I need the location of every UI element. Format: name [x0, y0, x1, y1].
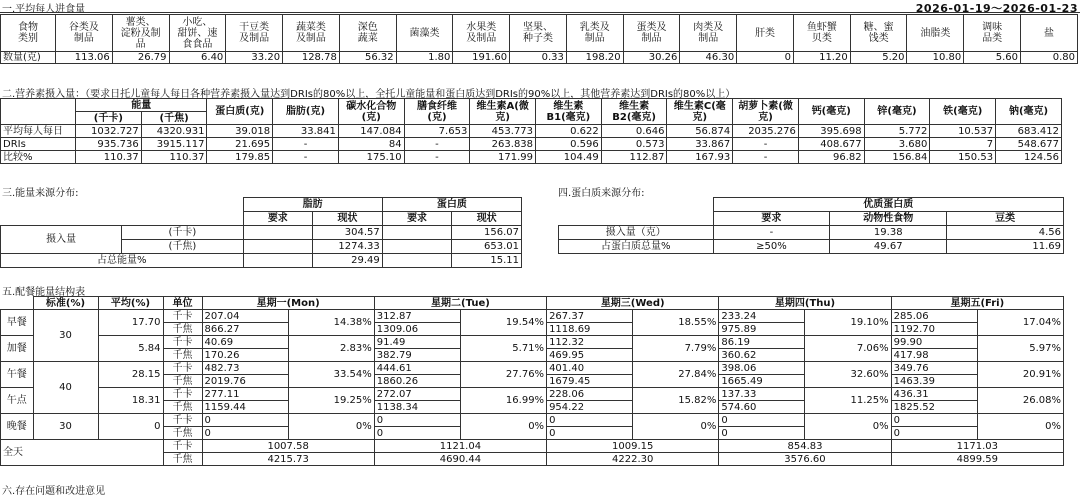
food-col-value: 0 — [737, 52, 794, 64]
meal-kcal: 207.04 — [202, 310, 288, 323]
nutrient-cell: 3915.117 — [141, 138, 207, 151]
nutrient-cell: 167.93 — [667, 151, 733, 164]
protein-pct-value: 15.11 — [452, 254, 522, 268]
meal-kj: 382.79 — [374, 349, 460, 362]
section4-title: 四.蛋白质来源分布: — [558, 188, 645, 199]
protein-kcal-value: 156.07 — [452, 226, 522, 240]
food-col-value: 56.32 — [339, 52, 396, 64]
meal-kcal: 0 — [547, 414, 633, 427]
meal-name: 晚餐 — [1, 414, 34, 440]
nutrient-cell: 179.85 — [207, 151, 273, 164]
nutrient-header: 钙(毫克) — [798, 99, 864, 125]
meal-kcal: 228.06 — [547, 388, 633, 401]
protein-req-kj — [382, 240, 452, 254]
meal-kcal: 112.32 — [547, 336, 633, 349]
intake-label: 摄入量 — [1, 226, 122, 254]
meal-pct: 7.79% — [633, 336, 719, 362]
section5-title: 五.配餐能量结构表 — [2, 287, 86, 298]
meal-name: 午点 — [1, 388, 34, 414]
meal-kcal: 86.19 — [719, 336, 805, 349]
meal-pct: 0% — [977, 414, 1063, 440]
meal-kj: 360.62 — [719, 349, 805, 362]
protein-ratio-req: ≥50% — [713, 240, 830, 254]
day-header: 星期三(Wed) — [547, 297, 719, 310]
meal-name: 早餐 — [1, 310, 34, 336]
animal-food-header: 动物性食物 — [830, 212, 947, 226]
unit-kcal: 千卡 — [163, 310, 202, 323]
meal-kj: 1192.70 — [891, 323, 977, 336]
nutrient-cell: 7.653 — [404, 125, 470, 138]
unit-kcal: 千卡 — [163, 440, 202, 453]
kj-label: (千焦) — [122, 240, 243, 254]
kcal-label: (千卡) — [122, 226, 243, 240]
meal-avg: 17.70 — [98, 310, 163, 336]
meal-pct: 5.71% — [460, 336, 546, 362]
nutrient-header: 蛋白质(克) — [207, 99, 273, 125]
fat-header: 脂肪 — [243, 198, 382, 212]
nutrient-cell: 171.99 — [470, 151, 536, 164]
meal-avg: 18.31 — [98, 388, 163, 414]
meal-pct: 7.06% — [805, 336, 891, 362]
meal-kj: 2019.76 — [202, 375, 288, 388]
meal-kcal: 277.11 — [202, 388, 288, 401]
unit-kj: 千焦 — [163, 453, 202, 466]
fat-kj-value: 1274.33 — [313, 240, 383, 254]
food-col-value: 1.80 — [396, 52, 453, 64]
nutrient-header: 钠(毫克) — [996, 99, 1062, 125]
food-col-header: 蛋类及 制品 — [623, 15, 680, 52]
meal-kj: 1463.39 — [891, 375, 977, 388]
nutrient-cell: - — [733, 138, 799, 151]
food-intake-table — [0, 14, 1078, 64]
meal-pct: 14.38% — [288, 310, 374, 336]
meal-kj: 1159.44 — [202, 401, 288, 414]
protein-req-header2: 要求 — [713, 212, 830, 226]
nutrient-cell: 112.87 — [601, 151, 667, 164]
food-col-header: 油脂类 — [907, 15, 964, 52]
food-col-value: 113.06 — [56, 52, 113, 64]
meal-pct: 0% — [460, 414, 546, 440]
total-kcal: 1171.03 — [891, 440, 1063, 453]
day-header: 星期一(Mon) — [202, 297, 374, 310]
meal-pct: 27.76% — [460, 362, 546, 388]
nutrient-cell: 104.49 — [536, 151, 602, 164]
nutrient-cell: 0.622 — [536, 125, 602, 138]
food-col-value: 10.80 — [907, 52, 964, 64]
protein-intake-label: 摄入量（克） — [559, 226, 714, 240]
protein-req-header: 要求 — [382, 212, 452, 226]
meal-pct: 0% — [633, 414, 719, 440]
meal-pct: 32.60% — [805, 362, 891, 388]
total-kj: 4690.44 — [374, 453, 546, 466]
meal-kcal: 401.40 — [547, 362, 633, 375]
meal-kcal: 0 — [202, 414, 288, 427]
meal-pct: 0% — [288, 414, 374, 440]
meal-kcal: 99.90 — [891, 336, 977, 349]
energy-source-table — [0, 197, 522, 268]
meal-kj: 0 — [202, 427, 288, 440]
nutrient-cell: 408.677 — [798, 138, 864, 151]
energy-ratio-label: 占总能量% — [1, 254, 244, 268]
food-col-header: 深色 蔬菜 — [339, 15, 396, 52]
section1-title: 一.平均每人进食量 — [2, 4, 86, 15]
nutrient-cell: 2035.276 — [733, 125, 799, 138]
nutrient-cell: 84 — [338, 138, 404, 151]
meal-kcal: 0 — [891, 414, 977, 427]
meal-kj: 1309.06 — [374, 323, 460, 336]
nutrient-cell: 395.698 — [798, 125, 864, 138]
meal-kcal: 0 — [374, 414, 460, 427]
unit-kj: 千焦 — [163, 323, 202, 336]
meal-corner — [1, 297, 34, 310]
unit-kj: 千焦 — [163, 427, 202, 440]
meal-kj: 1118.69 — [547, 323, 633, 336]
nutrient-cell: 96.82 — [798, 151, 864, 164]
meal-kcal: 267.37 — [547, 310, 633, 323]
section6-title: 六.存在问题和改进意见 — [2, 486, 106, 497]
quality-protein-header: 优质蛋白质 — [713, 198, 1064, 212]
protein-req-pct — [382, 254, 452, 268]
nutrient-row-label: DRIs — [1, 138, 76, 151]
nutrient-cell: 263.838 — [470, 138, 536, 151]
meal-kj: 0 — [374, 427, 460, 440]
protein-header: 蛋白质 — [382, 198, 521, 212]
meal-pct: 11.25% — [805, 388, 891, 414]
total-kcal: 854.83 — [719, 440, 891, 453]
nutrient-cell: - — [273, 151, 339, 164]
protein-intake-bean: 4.56 — [947, 226, 1064, 240]
food-col-header: 坚果、 种子类 — [510, 15, 567, 52]
nutrient-cell: 110.37 — [141, 151, 207, 164]
nutrient-cell: 124.56 — [996, 151, 1062, 164]
meal-kj: 975.89 — [719, 323, 805, 336]
food-col-header: 菌藻类 — [396, 15, 453, 52]
nutrient-header: 维生素C(毫 克) — [667, 99, 733, 125]
unit-header: 单位 — [163, 297, 202, 310]
meal-kj: 1138.34 — [374, 401, 460, 414]
day-header: 星期二(Tue) — [374, 297, 546, 310]
food-col-header: 小吃、 甜饼、速 食食品 — [169, 15, 226, 52]
unit-kcal: 千卡 — [163, 414, 202, 427]
nutrient-cell: 5.772 — [864, 125, 930, 138]
protein-kj-value: 653.01 — [452, 240, 522, 254]
nutrient-cell: 548.677 — [996, 138, 1062, 151]
food-col-header: 水果类 及制品 — [453, 15, 510, 52]
meal-kcal: 137.33 — [719, 388, 805, 401]
food-col-header: 肝类 — [737, 15, 794, 52]
meal-pct: 19.10% — [805, 310, 891, 336]
meal-kj: 1679.45 — [547, 375, 633, 388]
unit-kcal: 千卡 — [163, 362, 202, 375]
nutrient-cell: 3.680 — [864, 138, 930, 151]
protein-req-kcal — [382, 226, 452, 240]
meal-kj: 1860.26 — [374, 375, 460, 388]
meal-name: 加餐 — [1, 336, 34, 362]
meal-pct: 2.83% — [288, 336, 374, 362]
meal-pct: 27.84% — [633, 362, 719, 388]
nutrient-header: 维生素A(微 克) — [470, 99, 536, 125]
food-col-header: 糖、蜜 饯类 — [850, 15, 907, 52]
day-header: 星期四(Thu) — [719, 297, 891, 310]
food-col-value: 198.20 — [566, 52, 623, 64]
meal-standard: 30 — [33, 414, 98, 440]
food-col-value: 5.20 — [850, 52, 907, 64]
date-range: 2026-01-19～2026-01-23 — [915, 2, 1078, 15]
food-col-value: 30.26 — [623, 52, 680, 64]
food-col-value: 191.60 — [453, 52, 510, 64]
meal-pct: 16.99% — [460, 388, 546, 414]
protein-intake-req: - — [713, 226, 830, 240]
total-kj: 3576.60 — [719, 453, 891, 466]
nutrient-cell: 0.573 — [601, 138, 667, 151]
nutrient-header: 维生素 B2(毫克) — [601, 99, 667, 125]
nutrient-cell: 175.10 — [338, 151, 404, 164]
food-col-header: 薯类、 淀粉及制 品 — [112, 15, 169, 52]
nutrient-header: 胡萝卜素(微 克) — [733, 99, 799, 125]
nutrient-cell: - — [733, 151, 799, 164]
protein-source-corner — [559, 198, 714, 226]
total-label: 全天 — [1, 440, 164, 466]
unit-kj: 千焦 — [163, 375, 202, 388]
nutrient-cell: 10.537 — [930, 125, 996, 138]
meal-kj: 417.98 — [891, 349, 977, 362]
food-col-value: 5.60 — [964, 52, 1021, 64]
food-col-value: 46.30 — [680, 52, 737, 64]
food-col-header: 鱼虾蟹 贝类 — [793, 15, 850, 52]
fat-req-header: 要求 — [243, 212, 313, 226]
nutrient-header: 膳食纤维 (克) — [404, 99, 470, 125]
total-kcal: 1009.15 — [547, 440, 719, 453]
meal-avg: 0 — [98, 414, 163, 440]
protein-ratio-bean: 11.69 — [947, 240, 1064, 254]
nutrient-cell: 156.84 — [864, 151, 930, 164]
fat-cur-header: 现状 — [313, 212, 383, 226]
food-col-value: 128.78 — [283, 52, 340, 64]
meal-pct: 5.97% — [977, 336, 1063, 362]
meal-pct: 20.91% — [977, 362, 1063, 388]
food-col-value: 33.20 — [226, 52, 283, 64]
nutrient-header: 脂肪(克) — [273, 99, 339, 125]
nutrient-intake-table — [0, 98, 1062, 164]
food-col-header: 干豆类 及制品 — [226, 15, 283, 52]
food-col-value: 0.80 — [1021, 52, 1078, 64]
bean-header: 豆类 — [947, 212, 1064, 226]
meal-energy-table — [0, 296, 1064, 466]
total-kj: 4899.59 — [891, 453, 1063, 466]
meal-kj: 574.60 — [719, 401, 805, 414]
nutrient-cell: - — [404, 138, 470, 151]
meal-pct: 15.82% — [633, 388, 719, 414]
total-kj: 4215.73 — [202, 453, 374, 466]
avg-header: 平均(%) — [98, 297, 163, 310]
fat-req-kj — [243, 240, 313, 254]
nutrient-cell: 1032.727 — [76, 125, 142, 138]
meal-kj: 0 — [891, 427, 977, 440]
nutrient-header: 锌(毫克) — [864, 99, 930, 125]
fat-kcal-value: 304.57 — [313, 226, 383, 240]
food-col-header: 谷类及 制品 — [56, 15, 113, 52]
section1-rule — [0, 12, 1080, 13]
nutrient-corner-2 — [1, 112, 76, 125]
quantity-label: 数量(克) — [1, 52, 56, 64]
nutrient-cell: 56.874 — [667, 125, 733, 138]
unit-kj: 千焦 — [163, 401, 202, 414]
food-col-header: 调味 品类 — [964, 15, 1021, 52]
meal-kcal: 285.06 — [891, 310, 977, 323]
nutrient-cell: 453.773 — [470, 125, 536, 138]
meal-standard: 40 — [33, 362, 98, 414]
meal-kj: 1665.49 — [719, 375, 805, 388]
food-col-value: 11.20 — [793, 52, 850, 64]
meal-pct: 18.55% — [633, 310, 719, 336]
meal-pct: 19.54% — [460, 310, 546, 336]
meal-kj: 170.26 — [202, 349, 288, 362]
meal-kj: 866.27 — [202, 323, 288, 336]
nutrient-cell: 147.084 — [338, 125, 404, 138]
nutrient-row-label: 平均每人每日 — [1, 125, 76, 138]
food-col-header: 盐 — [1021, 15, 1078, 52]
food-col-value: 0.33 — [510, 52, 567, 64]
section2-title: 二.营养素摄入量：（要求日托儿童每人每日各种营养素摄入量达到DRIs的80%以上，全托儿童能量和蛋白质达到DRIs的90%以上，其他营养素达到DRIs的80%以上） — [2, 89, 736, 100]
meal-kj: 954.22 — [547, 401, 633, 414]
total-kj: 4222.30 — [547, 453, 719, 466]
nutrient-cell: 150.53 — [930, 151, 996, 164]
energy-kcal-header: (千卡) — [76, 112, 142, 125]
energy-header: 能量 — [76, 99, 207, 112]
protein-ratio-label: 占蛋白质总量% — [559, 240, 714, 254]
energy-source-corner — [1, 198, 244, 226]
nutrient-cell: - — [404, 151, 470, 164]
meal-avg: 5.84 — [98, 336, 163, 362]
unit-kj: 千焦 — [163, 349, 202, 362]
fat-req-pct — [243, 254, 313, 268]
meal-pct: 26.08% — [977, 388, 1063, 414]
meal-kcal: 482.73 — [202, 362, 288, 375]
meal-kj: 0 — [547, 427, 633, 440]
meal-kj: 1825.52 — [891, 401, 977, 414]
food-col-value: 26.79 — [112, 52, 169, 64]
food-col-header: 蔬菜类 及制品 — [283, 15, 340, 52]
meal-avg: 28.15 — [98, 362, 163, 388]
meal-kcal: 91.49 — [374, 336, 460, 349]
section3-title: 三.能量来源分布: — [2, 188, 79, 199]
unit-kcal: 千卡 — [163, 336, 202, 349]
total-kcal: 1007.58 — [202, 440, 374, 453]
fat-pct-value: 29.49 — [313, 254, 383, 268]
food-category-header: 食物 类别 — [1, 15, 56, 52]
total-kcal: 1121.04 — [374, 440, 546, 453]
meal-standard: 30 — [33, 310, 98, 362]
meal-pct: 19.25% — [288, 388, 374, 414]
protein-source-table — [558, 197, 1064, 254]
nutrient-cell: 0.596 — [536, 138, 602, 151]
day-header: 星期五(Fri) — [891, 297, 1063, 310]
unit-kcal: 千卡 — [163, 388, 202, 401]
meal-kj: 469.95 — [547, 349, 633, 362]
meal-pct: 0% — [805, 414, 891, 440]
meal-kcal: 444.61 — [374, 362, 460, 375]
meal-kcal: 233.24 — [719, 310, 805, 323]
food-col-value: 6.40 — [169, 52, 226, 64]
protein-intake-animal: 19.38 — [830, 226, 947, 240]
standard-header: 标准(%) — [33, 297, 98, 310]
fat-req-kcal — [243, 226, 313, 240]
nutrient-cell: 39.018 — [207, 125, 273, 138]
nutrient-cell: 935.736 — [76, 138, 142, 151]
meal-kcal: 349.76 — [891, 362, 977, 375]
nutrient-header: 维生素 B1(毫克) — [536, 99, 602, 125]
meal-kcal: 0 — [719, 414, 805, 427]
meal-kcal: 272.07 — [374, 388, 460, 401]
meal-pct: 33.54% — [288, 362, 374, 388]
nutrient-cell: 0.646 — [601, 125, 667, 138]
nutrient-header: 铁(毫克) — [930, 99, 996, 125]
nutrient-cell: 33.867 — [667, 138, 733, 151]
nutrient-row-label: 比较% — [1, 151, 76, 164]
food-col-header: 肉类及 制品 — [680, 15, 737, 52]
meal-kcal: 398.06 — [719, 362, 805, 375]
nutrient-cell: 4320.931 — [141, 125, 207, 138]
nutrient-header: 碳水化合物 (克) — [338, 99, 404, 125]
nutrient-cell: 7 — [930, 138, 996, 151]
food-col-header: 乳类及 制品 — [566, 15, 623, 52]
protein-ratio-animal: 49.67 — [830, 240, 947, 254]
nutrient-corner — [1, 99, 76, 112]
nutrient-cell: - — [273, 138, 339, 151]
meal-kj: 0 — [719, 427, 805, 440]
nutrient-cell: 21.695 — [207, 138, 273, 151]
meal-kcal: 312.87 — [374, 310, 460, 323]
protein-cur-header: 现状 — [452, 212, 522, 226]
meal-pct: 17.04% — [977, 310, 1063, 336]
nutrient-cell: 110.37 — [76, 151, 142, 164]
meal-kcal: 436.31 — [891, 388, 977, 401]
nutrient-cell: 683.412 — [996, 125, 1062, 138]
meal-name: 午餐 — [1, 362, 34, 388]
energy-kj-header: (千焦) — [141, 112, 207, 125]
meal-kcal: 40.69 — [202, 336, 288, 349]
nutrient-cell: 33.841 — [273, 125, 339, 138]
